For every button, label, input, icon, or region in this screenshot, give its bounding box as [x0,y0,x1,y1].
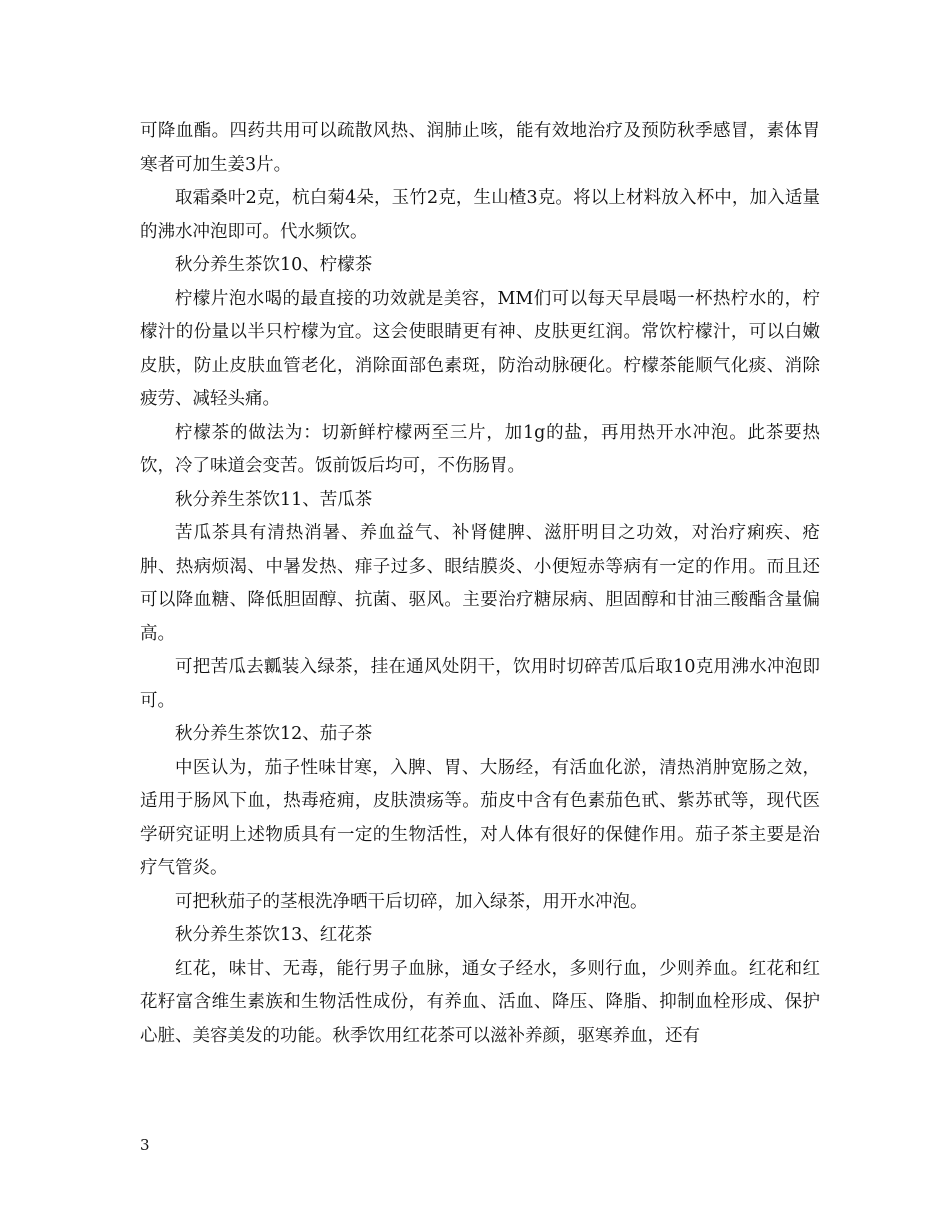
section-heading: 秋分养生茶饮12、茄子茶 [175,724,373,744]
document-body [140,115,820,1053]
body-paragraph: 可把秋茄子的茎根洗净晒干后切碎，加入绿茶，用开水冲泡。 [175,891,648,912]
section-heading: 秋分养生茶饮11、苦瓜茶 [175,489,373,510]
body-paragraph: 红花，味甘、无毒，能行男子血脉，通女子经水，多则行血，少则养血。红花和红花籽富含维生素族和生物活性成份，有养血、活血、降压、降脂、抑制血栓形成、保护心脏、美容美发的功能。秋季饮用红花茶可以滋补养颜，驱寒养血，还有 [140,958,820,1046]
section-heading: 秋分养生茶饮10、柠檬茶 [175,255,373,275]
body-paragraph: 取霜桑叶2克，杭白菊4朵，玉竹2克，生山楂3克。将以上材料放入杯中，加入适量的沸水冲泡即可。代水频饮。 [140,188,820,242]
body-paragraph: 柠檬茶的做法为：切新鲜柠檬两至三片，加1g的盐，再用热开水冲泡。此茶要热饮，冷了味道会变苦。饭前饭后均可，不伤肠胃。 [140,422,820,476]
section-heading: 秋分养生茶饮13、红花茶 [175,925,373,945]
body-paragraph: 中医认为，茄子性味甘寒，入脾、胃、大肠经，有活血化淤，清热消肿宽肠之效，适用于肠风下血，热毒疮痈，皮肤溃疡等。茄皮中含有色素茄色甙、紫苏甙等，现代医学研究证明上述物质具有一定的生物活性，对人体有很好的保健作用。茄子茶主要是治疗气管炎。 [140,757,820,878]
body-paragraph: 可降血酯。四药共用可以疏散风热、润肺止咳，能有效地治疗及预防秋季感冒，素体胃寒者可加生姜3片。 [140,121,820,175]
body-paragraph: 苦瓜茶具有清热消暑、养血益气、补肾健脾、滋肝明目之功效，对治疗痢疾、疮肿、热病烦渴、中暑发热、痱子过多、眼结膜炎、小便短赤等病有一定的作用。而且还可以降血糖、降低胆固醇、抗菌、驱风。主要治疗糖尿病、胆固醇和甘油三酸酯含量偏高。 [140,523,820,644]
body-paragraph: 可把苦瓜去瓤装入绿茶，挂在通风处阴干，饮用时切碎苦瓜后取10克用沸水冲泡即可。 [140,657,820,711]
body-paragraph: 柠檬片泡水喝的最直接的功效就是美容，MM们可以每天早晨喝一杯热柠水的，柠檬汁的份量以半只柠檬为宜。这会使眼睛更有神、皮肤更红润。常饮柠檬汁，可以白嫩皮肤，防止皮肤血管老化，消除面部色素斑，防治动脉硬化。柠檬茶能顺气化痰、消除疲劳、减轻头痛。 [140,288,820,409]
page-number: 3 [140,1136,150,1154]
